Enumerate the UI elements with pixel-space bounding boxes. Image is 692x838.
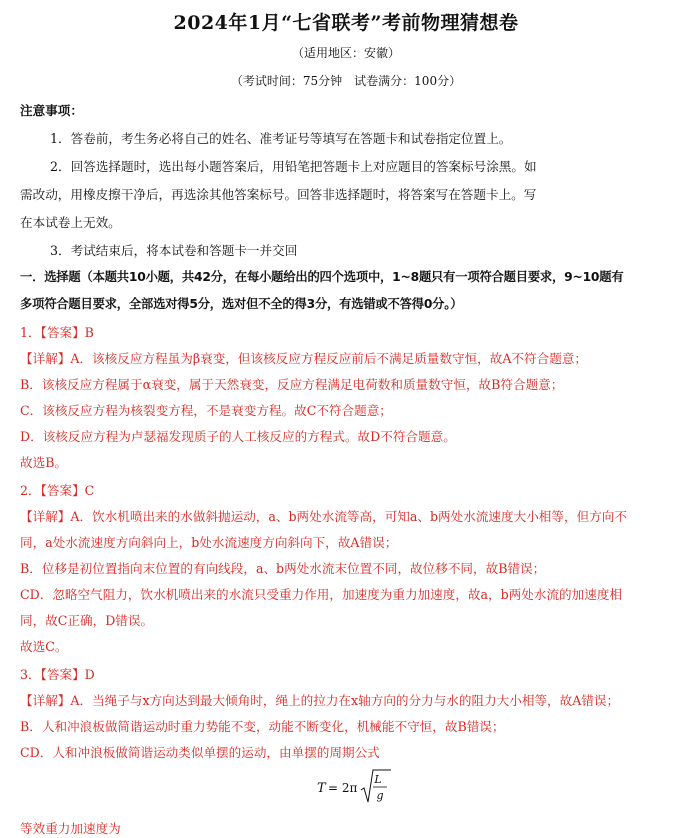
notice-item-2-line-1: 2．回答选择题时，选出每小题答案后，用铅笔把答题卡上对应题目的答案标号涂黑。如 <box>50 159 537 174</box>
q2-detail-a-line-2: 同，a处水流速度方向斜向上，b处水流速度方向斜向下，故A错误； <box>20 535 398 550</box>
notice-item-2-line-3: 在本试卷上无效。 <box>20 215 121 230</box>
q3-option-b: B．人和冲浪板做简谐运动时重力势能不变，动能不断变化，机械能不守恒，故B错误； <box>20 719 505 734</box>
formula-numerator: L <box>374 773 382 786</box>
formula-lhs: T <box>317 781 326 796</box>
q1-option-d: D．该核反应方程为卢瑟福发现质子的人工核反应的方程式。故D不符合题意。 <box>20 429 456 444</box>
q2-option-cd-line-2: 同，故C正确，D错误。 <box>20 613 154 628</box>
q3-option-cd: CD．人和冲浪板做简谐运动类似单摆的运动，由单摆的周期公式 <box>20 745 380 760</box>
q2-choice: 故选C。 <box>20 639 68 654</box>
notice-item-2-line-2: 需改动，用橡皮擦干净后，再选涂其他答案标号。回答非选择题时，将答案写在答题卡上。写 <box>20 187 537 202</box>
formula-denominator: g <box>376 789 384 802</box>
q1-detail-a: 【详解】A．该核反应方程虽为β衰变，但该核反应方程反应前后不满足质量数守恒，故A不符合题意； <box>20 351 588 366</box>
q3-last-line: 等效重力加速度为 <box>20 821 121 836</box>
q1-option-b: B．该核反应方程属于α衰变，属于天然衰变，反应方程满足电荷数和质量数守恒，故B符合题意； <box>20 377 564 392</box>
notice-heading: 注意事项： <box>20 103 83 118</box>
q1-option-c: C．该核反应方程为核裂变方程，不是衰变方程。故C不符合题意； <box>20 403 392 418</box>
exam-info: （考试时间：75分钟 试卷满分：100分） <box>230 74 462 88</box>
q3-detail-a: 【详解】A．当绳子与x方向达到最大倾角时，绳上的拉力在x轴方向的分力与水的阻力大小相等，故A错误； <box>20 693 620 708</box>
notice-item-3: 3．考试结束后，将本试卷和答题卡一并交回 <box>50 243 298 258</box>
q2-option-cd-line-1: CD．忽略空气阻力，饮水机喷出来的水流只受重力作用，加速度为重力加速度，故a，b两处水流的加速度相 <box>20 587 623 602</box>
q2-detail-a-line-1: 【详解】A．饮水机喷出来的水做斜抛运动，a、b两处水流等高，可知a、b两处水流速度大小相等，但方向不 <box>20 509 627 524</box>
section-heading-line-2: 多项符合题目要求，全部选对得5分，选对但不全的得3分，有选错或不答得0分。） <box>20 297 463 311</box>
q1-answer: 1．【答案】B <box>20 325 94 340</box>
formula-equals: = 2π <box>328 781 358 795</box>
q1-choice: 故选B。 <box>20 455 68 470</box>
notice-item-1: 1．答卷前，考生务必将自己的姓名、准考证号等填写在答题卡和试卷指定位置上。 <box>50 131 512 146</box>
page-title: 2024年1月“七省联考”考前物理猜想卷 <box>173 12 519 34</box>
q2-option-b: B．位移是初位置指向末位置的有向线段，a、b两处水流末位置不同，故位移不同，故B错误； <box>20 561 546 576</box>
period-formula <box>315 766 395 808</box>
region-subtitle: （适用地区：安徽） <box>291 46 400 60</box>
q3-answer: 3．【答案】D <box>20 667 95 682</box>
q2-answer: 2．【答案】C <box>20 483 95 498</box>
section-heading-line-1: 一．选择题（本题共10小题，共42分，在每小题给出的四个选项中，1~8题只有一项符合题目要求，9~10题有 <box>20 270 624 284</box>
